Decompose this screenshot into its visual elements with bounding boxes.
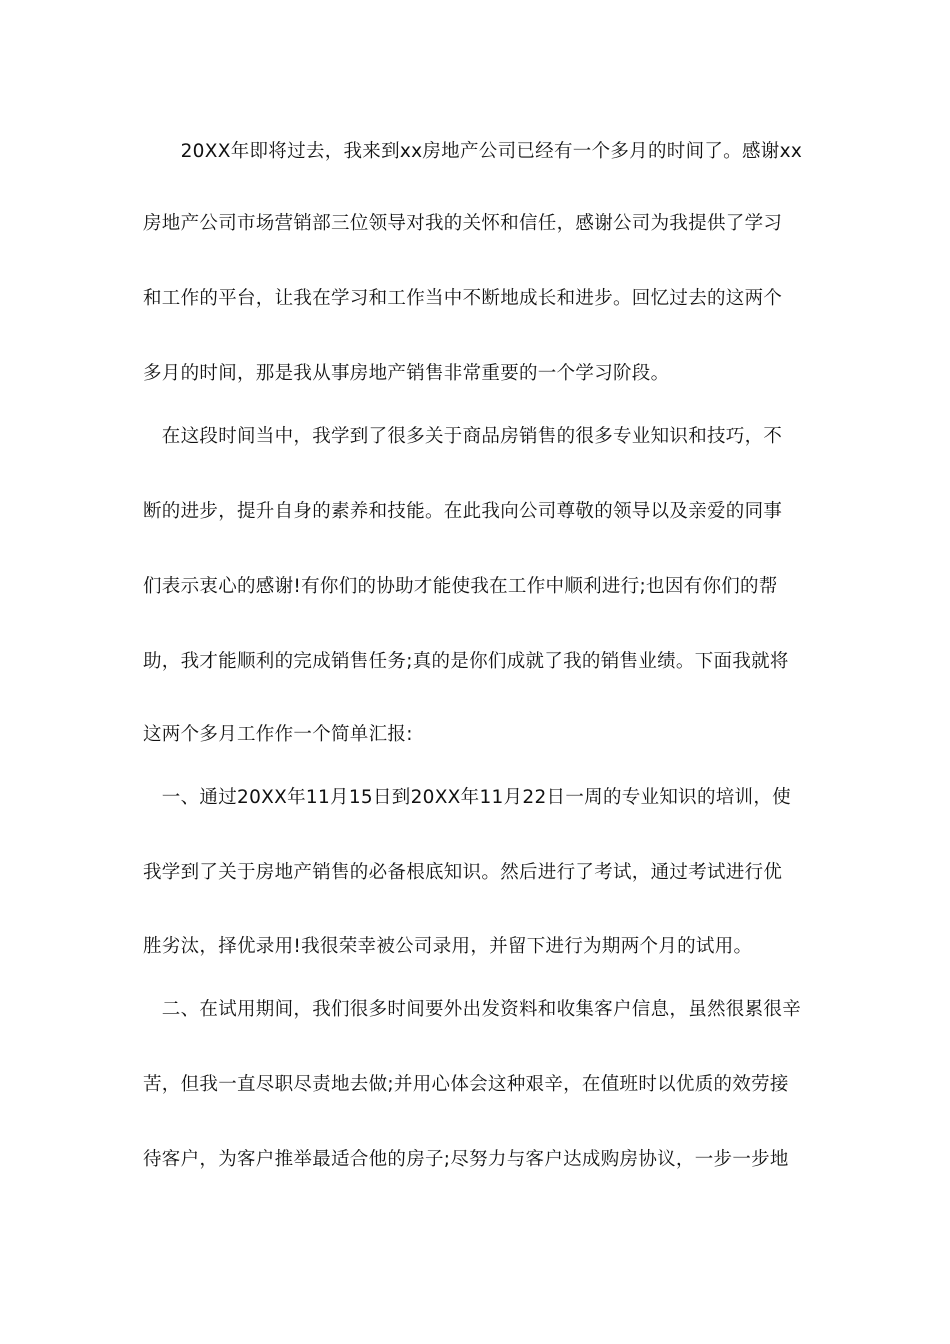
- text-line: 多月的时间，那是我从事房地产销售非常重要的一个学习阶段。: [143, 363, 670, 384]
- text-line: 待客户，为客户推举最适合他的房子;尽努力与客户达成购房协议，一步一步地: [143, 1149, 789, 1170]
- text-line: 助，我才能顺利的完成销售任务;真的是你们成就了我的销售业绩。下面我就将: [143, 651, 789, 672]
- text-line: 我学到了关于房地产销售的必备根底知识。然后进行了考试，通过考试进行优: [143, 862, 783, 883]
- text-line: 在这段时间当中，我学到了很多关于商品房销售的很多专业知识和技巧，不: [143, 426, 783, 447]
- text-line: 二、在试用期间，我们很多时间要外出发资料和收集客户信息，虽然很累很辛: [143, 999, 802, 1020]
- text-line: 这两个多月工作作一个简单汇报:: [143, 724, 413, 745]
- text-line: 房地产公司市场营销部三位领导对我的关怀和信任，感谢公司为我提供了学习: [143, 213, 783, 234]
- text-line: 20XX年即将过去，我来到xx房地产公司已经有一个多月的时间了。感谢xx: [143, 141, 803, 162]
- text-line: 一、通过20XX年11月15日到20XX年11月22日一周的专业知识的培训，使: [143, 787, 791, 808]
- text-line: 们表示衷心的感谢!有你们的协助才能使我在工作中顺利进行;也因有你们的帮: [143, 576, 778, 597]
- text-line: 胜劣汰，择优录用!我很荣幸被公司录用，并留下进行为期两个月的试用。: [143, 936, 753, 957]
- text-line: 苦，但我一直尽职尽责地去做;并用心体会这种艰辛，在值班时以优质的效劳接: [143, 1074, 789, 1095]
- text-line: 和工作的平台，让我在学习和工作当中不断地成长和进步。回忆过去的这两个: [143, 288, 783, 309]
- text-line: 断的进步，提升自身的素养和技能。在此我向公司尊敬的领导以及亲爱的同事: [143, 501, 783, 522]
